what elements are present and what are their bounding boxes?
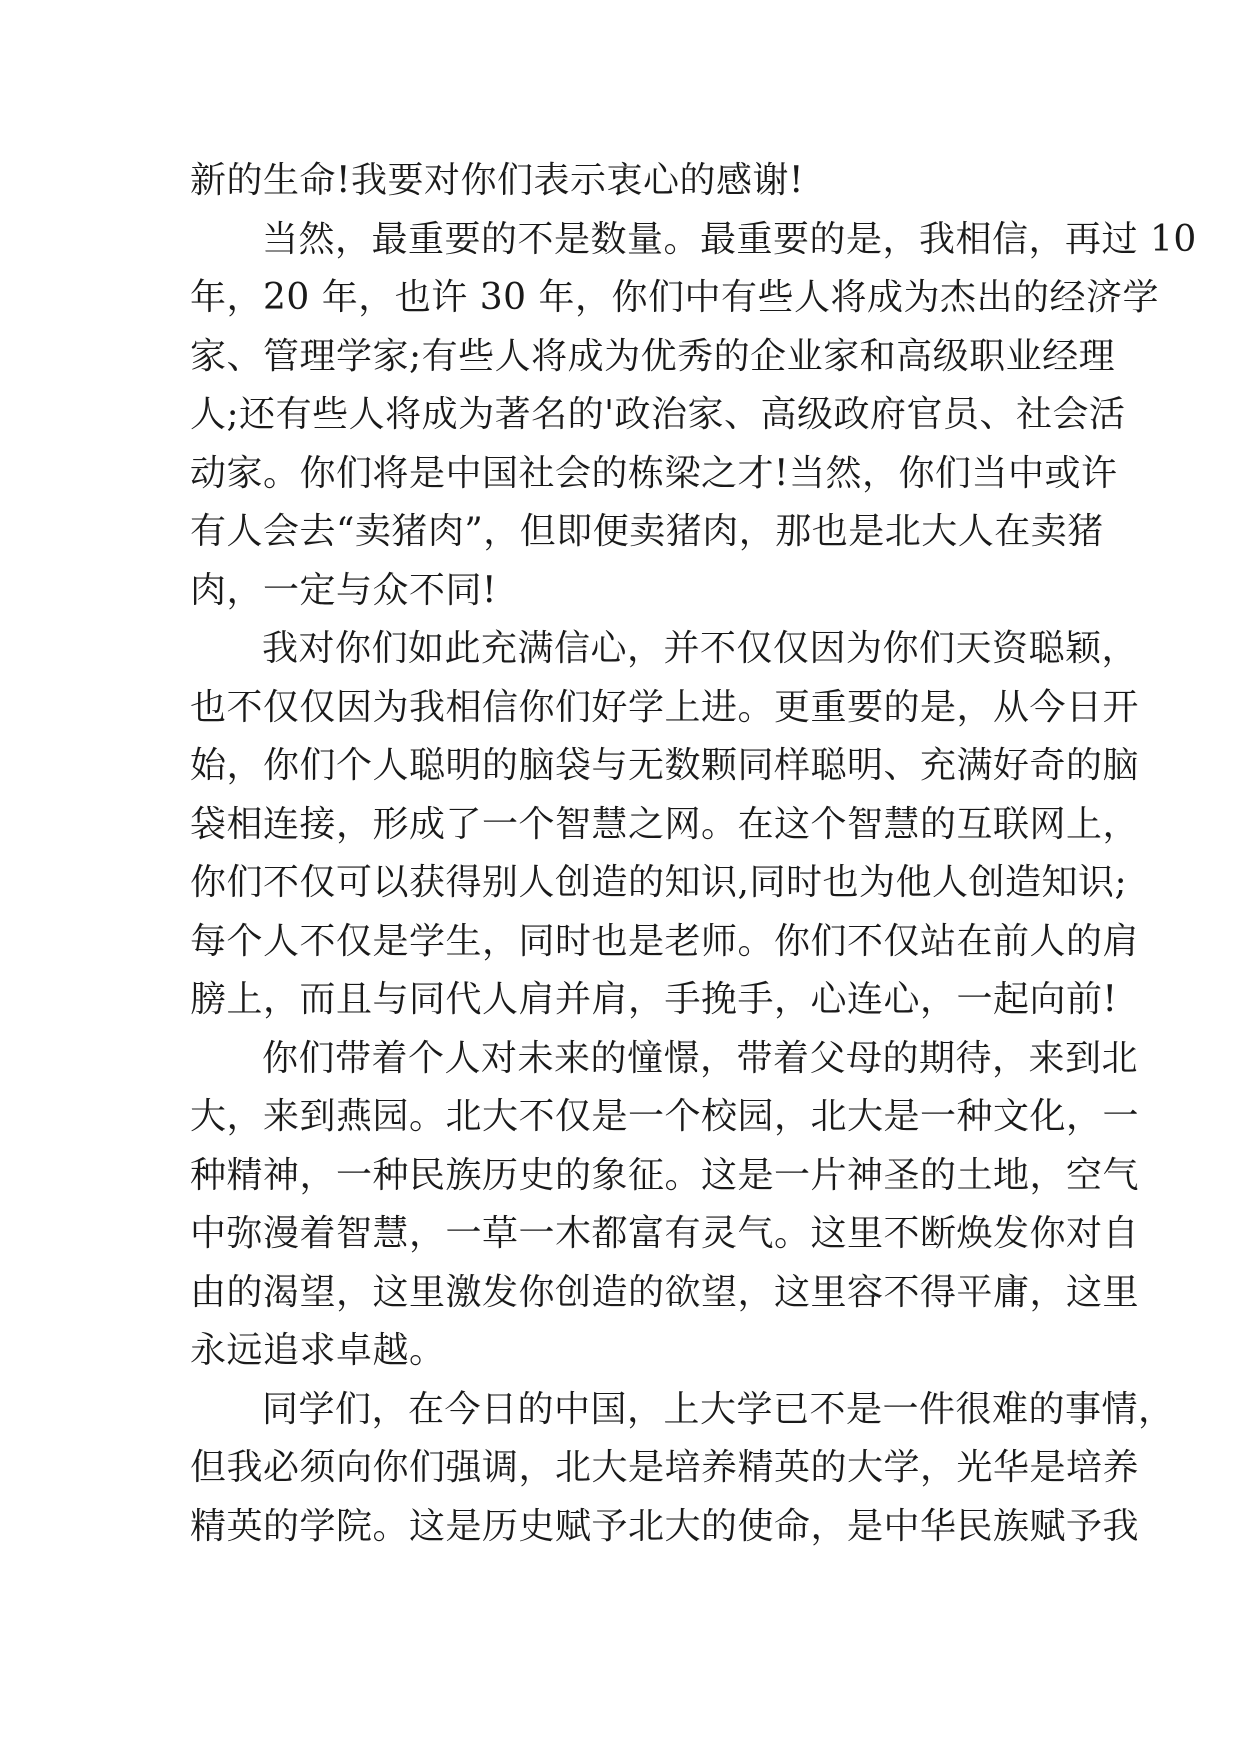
text-line: 大，来到燕园。北大不仅是一个校园，北大是一种文化，一 <box>190 1096 1140 1137</box>
text-line: 年，20 年，也许 30 年，你们中有些人将成为杰出的经济学 <box>190 277 1159 318</box>
text-line: 有人会去“卖猪肉”，但即便卖猪肉，那也是北大人在卖猪 <box>190 511 1104 552</box>
body-text <box>190 152 1197 1556</box>
text-line: 中弥漫着智慧，一草一木都富有灵气。这里不断焕发你对自 <box>190 1213 1140 1254</box>
text-line: 我对你们如此充满信心，并不仅仅因为你们天资聪颖， <box>262 628 1139 669</box>
text-line: 同学们，在今日的中国，上大学已不是一件很难的事情， <box>262 1388 1175 1430</box>
text-line: 人;还有些人将成为著名的'政治家、高级政府官员、社会活 <box>190 394 1126 435</box>
text-line: 每个人不仅是学生，同时也是老师。你们不仅站在前人的肩 <box>190 920 1140 962</box>
text-line: 动家。你们将是中国社会的栋梁之才!当然，你们当中或许 <box>190 452 1118 494</box>
text-line: 当然，最重要的不是数量。最重要的是，我相信，再过 10 <box>262 218 1197 260</box>
text-line: 始，你们个人聪明的脑袋与无数颗同样聪明、充满好奇的脑 <box>190 745 1140 786</box>
text-line: 你们不仅可以获得别人创造的知识,同时也为他人创造知识; <box>190 862 1128 903</box>
text-line: 新的生命!我要对你们表示衷心的感谢! <box>190 160 804 201</box>
text-line: 肉，一定与众不同! <box>190 569 497 611</box>
text-line: 由的渴望，这里激发你创造的欲望，这里容不得平庸，这里 <box>190 1271 1140 1313</box>
text-line: 你们带着个人对未来的憧憬，带着父母的期待，来到北 <box>262 1037 1139 1079</box>
text-line: 膀上，而且与同代人肩并肩，手挽手，心连心，一起向前! <box>190 979 1118 1020</box>
text-line: 家、管理学家;有些人将成为优秀的企业家和高级职业经理 <box>190 335 1116 377</box>
text-line: 袋相连接，形成了一个智慧之网。在这个智慧的互联网上， <box>190 803 1140 845</box>
text-line: 永远追求卓越。 <box>190 1330 446 1371</box>
text-line: 也不仅仅因为我相信你们好学上进。更重要的是，从今日开 <box>190 686 1140 728</box>
text-line: 种精神，一种民族历史的象征。这是一片神圣的土地，空气 <box>190 1154 1140 1196</box>
text-line: 精英的学院。这是历史赋予北大的使命，是中华民族赋予我 <box>190 1505 1140 1547</box>
text-line: 但我必须向你们强调，北大是培养精英的大学，光华是培养 <box>190 1447 1140 1488</box>
